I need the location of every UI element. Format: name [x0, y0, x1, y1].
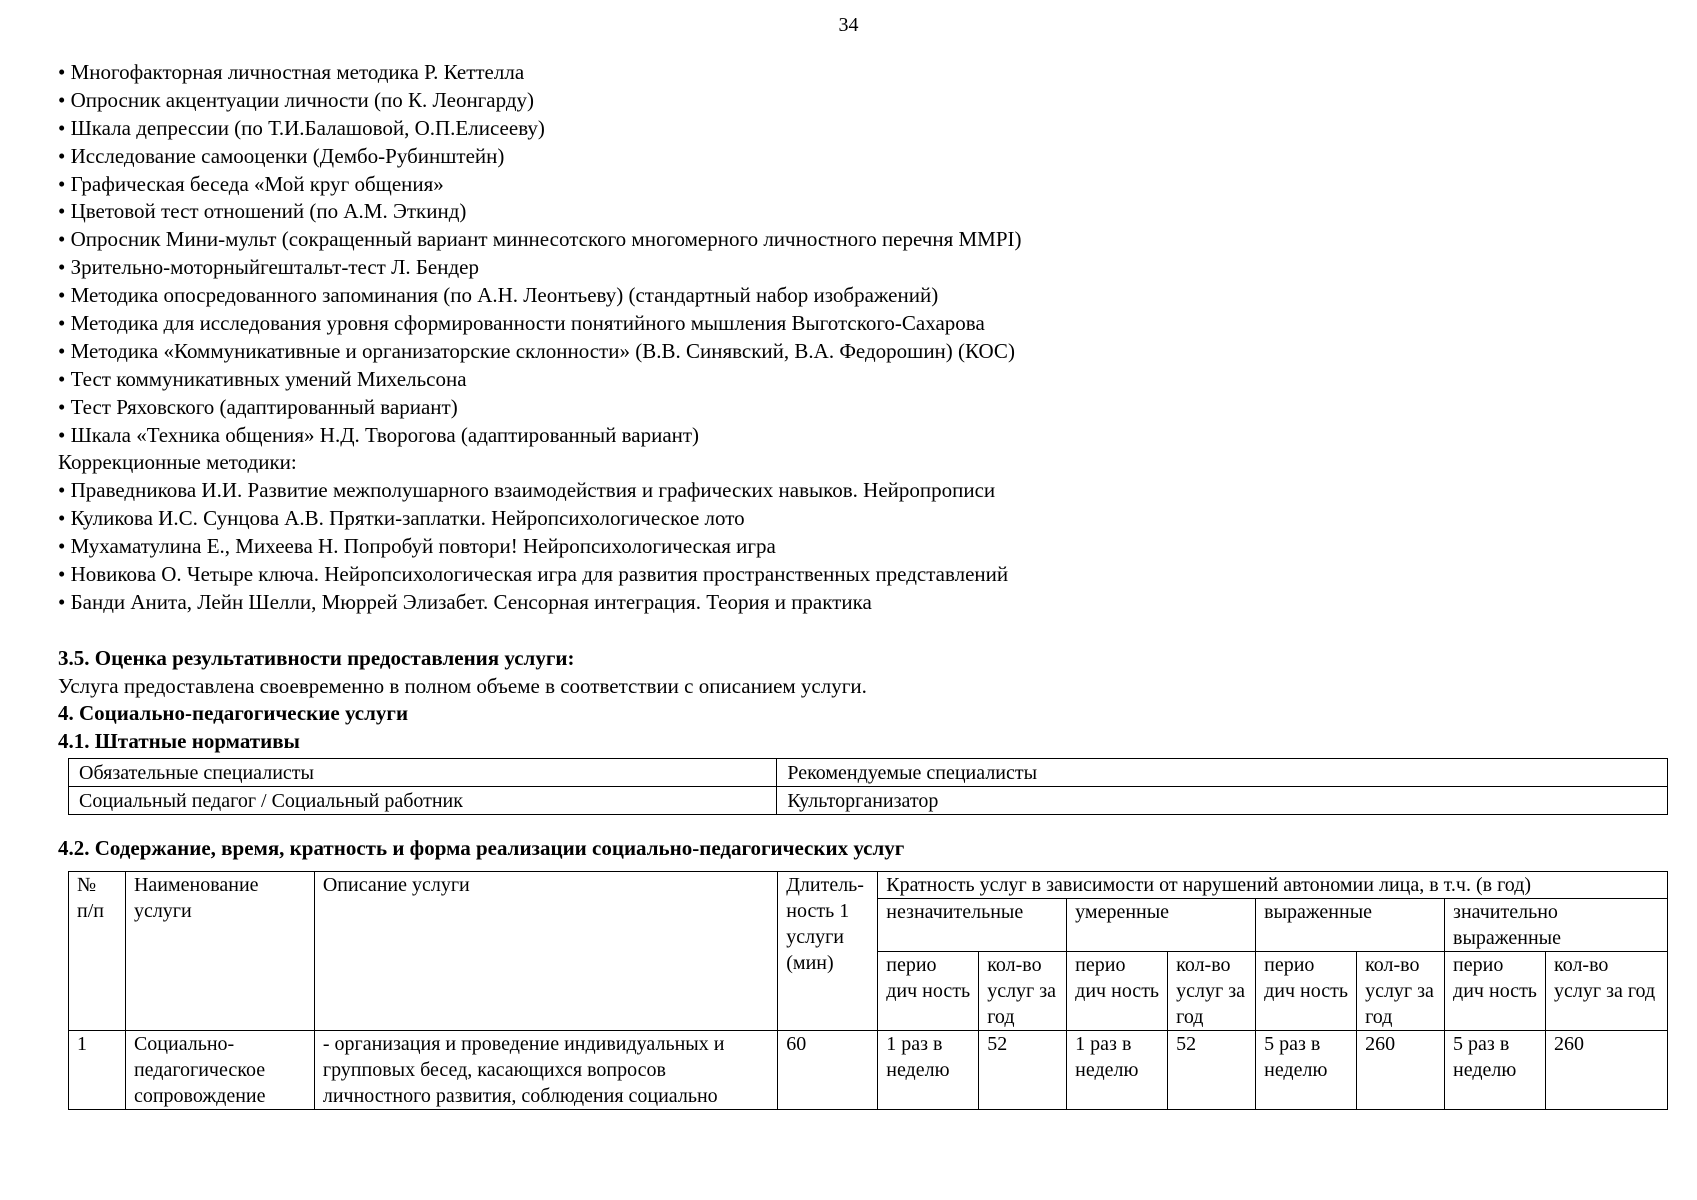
correction-heading: Коррекционные методики: [58, 450, 297, 475]
subheader-periodicity: перио дич ность [878, 952, 979, 1031]
document-body [58, 59, 1658, 1110]
section-heading: 4.2. Содержание, время, кратность и форма реализации социально-педагогических услуг [58, 836, 905, 861]
table-cell: Социальный педагог / Социальный работник [69, 787, 777, 815]
list-item: • Шкала «Техника общения» Н.Д. Творогова (адаптированный вариант) [58, 422, 700, 447]
services-table [68, 871, 1668, 1110]
list-item: • Шкала депрессии (по Т.И.Балашовой, О.П.Елисееву) [58, 115, 545, 140]
list-item: • Методика опосредованного запоминания (по А.Н. Леонтьеву) (стандартный набор изображений) [58, 283, 939, 308]
header-num: № п/п [69, 872, 126, 1031]
list-item: • Зрительно-моторныйгештальт-тест Л. Бендер [58, 255, 479, 280]
list-item: • Цветовой тест отношений (по А.М. Эткинд) [58, 199, 467, 224]
correction-list [58, 477, 1658, 616]
spacer [58, 617, 1658, 645]
cell-name: Социально-педагогическое сопровождение [125, 1031, 314, 1110]
group-header: значительно выраженные [1445, 899, 1668, 952]
cell-description: - организация и проведение индивидуальных и групповых бесед, касающихся вопросов личностного развития, соблюдения социально [314, 1031, 777, 1110]
section-heading: 4. Социально-педагогические услуги [58, 701, 409, 726]
list-item: • Исследование самооценки (Дембо-Рубинштейн) [58, 143, 505, 168]
table-cell: Рекомендуемые специалисты [777, 759, 1668, 787]
table-row [69, 759, 1668, 787]
header-frequency: Кратность услуг в зависимости от нарушений автономии лица, в т.ч. (в год) [878, 872, 1668, 899]
paragraph: Услуга предоставлена своевременно в полном объеме в соответствии с описанием услуги. [58, 673, 867, 698]
table-cell: Обязательные специалисты [69, 759, 777, 787]
list-item: • Праведникова И.И. Развитие межполушарного взаимодействия и графических навыков. Нейропрописи [58, 478, 996, 503]
subheader-count: кол-во услуг за год [1357, 952, 1445, 1031]
list-item: • Банди Анита, Лейн Шелли, Мюррей Элизабет. Сенсорная интеграция. Теория и практика [58, 589, 872, 614]
cell-count: 260 [1357, 1031, 1445, 1110]
cell-num: 1 [69, 1031, 126, 1110]
list-item: • Новикова О. Четыре ключа. Нейропсихологическая игра для развития пространственных представлений [58, 562, 1009, 587]
header-description: Описание услуги [314, 872, 777, 1031]
subheader-periodicity: перио дич ность [1445, 952, 1546, 1031]
list-item: • Тест Ряховского (адаптированный вариант) [58, 394, 458, 419]
list-item: • Опросник Мини-мульт (сокращенный вариант миннесотского многомерного личностного перечня MMPI) [58, 227, 1022, 252]
group-header: умеренные [1067, 899, 1256, 952]
subheader-periodicity: перио дич ность [1256, 952, 1357, 1031]
list-item: • Куликова И.С. Сунцова А.В. Прятки-заплатки. Нейропсихологическое лото [58, 506, 745, 531]
list-item: • Мухаматулина Е., Михеева Н. Попробуй повтори! Нейропсихологическая игра [58, 534, 776, 559]
subheader-count: кол-во услуг за год [1168, 952, 1256, 1031]
group-header: незначительные [878, 899, 1067, 952]
subheader-count: кол-во услуг за год [979, 952, 1067, 1031]
page-number: 34 [838, 14, 859, 36]
subheader-periodicity: перио дич ность [1067, 952, 1168, 1031]
cell-count: 52 [979, 1031, 1067, 1110]
methods-list [58, 59, 1658, 449]
list-item: • Тест коммуникативных умений Михельсона [58, 366, 467, 391]
spacer [58, 815, 1658, 835]
table-cell: Культорганизатор [777, 787, 1668, 815]
table-row [69, 787, 1668, 815]
cell-count: 52 [1168, 1031, 1256, 1110]
list-item: • Опросник акцентуации личности (по К. Леонгарду) [58, 87, 535, 112]
table-row [69, 1031, 1668, 1110]
cell-periodicity: 5 раз в неделю [1256, 1031, 1357, 1110]
subheader-count: кол-во услуг за год [1546, 952, 1668, 1031]
staff-table [68, 758, 1668, 815]
list-item: • Методика для исследования уровня сформированности понятийного мышления Выготского-Сахарова [58, 311, 985, 336]
header-duration: Длитель-ность 1 услуги (мин) [778, 872, 878, 1031]
cell-count: 260 [1546, 1031, 1668, 1110]
table-header-row [69, 872, 1668, 899]
list-item: • Графическая беседа «Мой круг общения» [58, 171, 444, 196]
cell-duration: 60 [778, 1031, 878, 1110]
cell-periodicity: 1 раз в неделю [878, 1031, 979, 1110]
header-name: Наименование услуги [125, 872, 314, 1031]
cell-periodicity: 5 раз в неделю [1445, 1031, 1546, 1110]
group-header: выраженные [1256, 899, 1445, 952]
list-item: • Многофакторная личностная методика Р. Кеттелла [58, 60, 525, 84]
section-heading: 3.5. Оценка результативности предоставления услуги: [58, 645, 575, 670]
list-item: • Методика «Коммуникативные и организаторские склонности» (В.В. Синявский, В.А. Федорошин) (КОС) [58, 338, 1015, 363]
section-heading: 4.1. Штатные нормативы [58, 729, 300, 754]
cell-periodicity: 1 раз в неделю [1067, 1031, 1168, 1110]
